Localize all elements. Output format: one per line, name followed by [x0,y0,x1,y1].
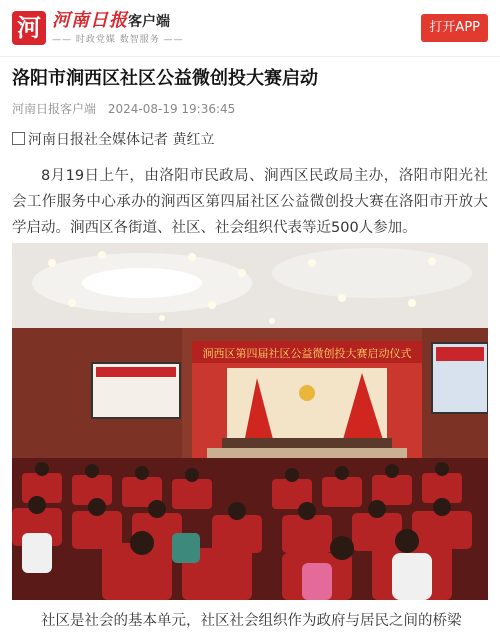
article-source[interactable]: 河南日报客户端 [12,102,97,116]
article-paragraph: 8月19日上午，由洛阳市民政局、涧西区民政局主办，洛阳市阳光社会工作服务中心承办的涧西区第四届社区公益微创投大赛在洛阳市开放大学启动。涧西区各街道、社区、社会组织代表等近500人参加。 [12,168,488,236]
byline-text: 河南日报社全媒体记者 黄红立 [28,132,215,148]
article-meta [12,100,235,118]
logo-name-text: 河南日报 [52,10,128,31]
article-datetime: 2024-08-19 19:36:45 [107,102,236,116]
photo-banner-text: 涧西区第四届社区公益微创投大赛启动仪式 [202,347,412,360]
open-app-button[interactable]: 打开APP [421,14,488,42]
article-photo[interactable] [12,243,488,600]
logo-suffix: 客户端 [128,14,170,30]
logo-slogan: —— 时政党媒 数智服务 —— [52,35,184,45]
article-paragraph: 社区是社会的基本单元，社区社会组织作为政府与居民之间的桥梁 [41,613,462,629]
top-bar [0,0,500,57]
logo-icon[interactable]: 河 [12,11,46,45]
square-icon [12,132,25,145]
photo-icon [12,243,488,600]
logo-name[interactable] [52,10,170,32]
article-byline [12,128,488,152]
article-title: 洛阳市涧西区社区公益微创投大赛启动 [12,68,318,89]
